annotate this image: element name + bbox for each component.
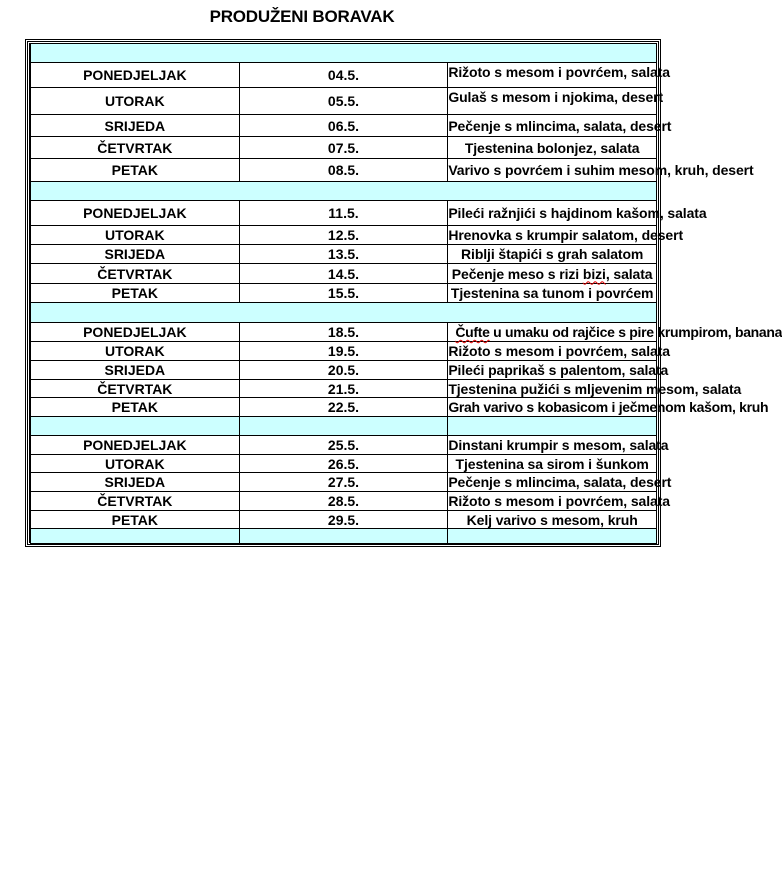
date-cell: 04.5. bbox=[239, 63, 448, 88]
day-cell: ČETVRTAK bbox=[31, 264, 240, 284]
day-cell: UTORAK bbox=[31, 88, 240, 115]
meal-cell: Dinstani krumpir s mesom, salata bbox=[448, 437, 669, 453]
day-cell: UTORAK bbox=[31, 226, 240, 245]
meal-cell bbox=[448, 264, 657, 284]
table-row bbox=[31, 342, 657, 361]
day-cell: PETAK bbox=[31, 511, 240, 529]
table-row bbox=[31, 159, 657, 182]
day-cell: PETAK bbox=[31, 398, 240, 417]
table-row bbox=[31, 284, 657, 303]
table-row bbox=[31, 245, 657, 264]
meal-cell: Kelj varivo s mesom, kruh bbox=[448, 511, 657, 529]
meal-text: u umaku od rajčice s pire krumpirom, banana bbox=[489, 324, 782, 340]
date-cell: 06.5. bbox=[239, 115, 448, 137]
table-row bbox=[31, 115, 657, 137]
table-row bbox=[31, 511, 657, 529]
date-cell: 25.5. bbox=[239, 436, 448, 455]
date-cell: 29.5. bbox=[239, 511, 448, 529]
day-cell: ČETVRTAK bbox=[31, 137, 240, 159]
table-row bbox=[31, 226, 657, 245]
date-cell: 15.5. bbox=[239, 284, 448, 303]
date-cell: 26.5. bbox=[239, 455, 448, 473]
day-cell: ČETVRTAK bbox=[31, 380, 240, 398]
meal-cell: Pileći paprikaš s palentom, salata bbox=[448, 362, 669, 378]
day-cell: PONEDJELJAK bbox=[31, 63, 240, 88]
meal-cell: Varivo s povrćem i suhim mesom, kruh, desert bbox=[448, 159, 657, 182]
date-cell: 05.5. bbox=[239, 88, 448, 115]
meal-cell: Gulaš s mesom i njokima, desert bbox=[448, 88, 657, 115]
separator-row bbox=[31, 44, 657, 63]
menu-table bbox=[30, 43, 782, 544]
table-row bbox=[31, 436, 657, 455]
table-row bbox=[31, 380, 657, 398]
table-row bbox=[31, 201, 657, 226]
day-cell: PETAK bbox=[31, 159, 240, 182]
day-cell: SRIJEDA bbox=[31, 245, 240, 264]
date-cell: 08.5. bbox=[239, 159, 448, 182]
date-cell: 13.5. bbox=[239, 245, 448, 264]
date-cell: 21.5. bbox=[239, 380, 448, 398]
day-cell: UTORAK bbox=[31, 342, 240, 361]
date-cell: 22.5. bbox=[239, 398, 448, 417]
table-row bbox=[31, 398, 657, 417]
meal-cell: Tjestenina pužići s mljevenim mesom, salata bbox=[448, 380, 742, 397]
day-cell: PETAK bbox=[31, 284, 240, 303]
day-cell: PONEDJELJAK bbox=[31, 201, 240, 226]
date-cell: 18.5. bbox=[239, 323, 448, 342]
meal-cell: Pečenje s mlincima, salata, desert bbox=[448, 115, 657, 137]
table-row bbox=[31, 473, 657, 492]
meal-text: , salata bbox=[605, 265, 653, 282]
menu-table-frame bbox=[25, 39, 782, 547]
meal-cell: Pileći ražnjići s hajdinom kašom, salata bbox=[448, 201, 657, 226]
meal-text: Pečenje meso s rizi bbox=[451, 265, 583, 282]
day-cell: ČETVRTAK bbox=[31, 492, 240, 511]
meal-cell: Tjestenina bolonjez, salata bbox=[448, 137, 657, 159]
meal-cell: Tjestenina sa sirom i šunkom bbox=[448, 455, 657, 473]
separator-row bbox=[31, 529, 657, 544]
table-row bbox=[31, 63, 657, 88]
table-row bbox=[31, 361, 657, 380]
table-row bbox=[31, 455, 657, 473]
date-cell: 11.5. bbox=[239, 201, 448, 226]
table-row bbox=[31, 264, 657, 284]
separator-row bbox=[31, 182, 657, 201]
date-cell: 20.5. bbox=[239, 361, 448, 380]
table-row bbox=[31, 88, 657, 115]
meal-cell: Riblji štapići s grah salatom bbox=[448, 245, 657, 264]
meal-cell: Rižoto s mesom i povrćem, salata bbox=[448, 343, 670, 359]
day-cell: SRIJEDA bbox=[31, 115, 240, 137]
day-cell: SRIJEDA bbox=[31, 361, 240, 380]
table-row bbox=[31, 492, 657, 511]
meal-cell: Tjestenina sa tunom i povrćem bbox=[448, 284, 657, 303]
meal-cell bbox=[448, 323, 782, 342]
meal-cell: Hrenovka s krumpir salatom, desert bbox=[448, 227, 684, 243]
date-cell: 27.5. bbox=[239, 473, 448, 492]
table-row bbox=[31, 137, 657, 159]
day-cell: PONEDJELJAK bbox=[31, 436, 240, 455]
date-cell: 14.5. bbox=[239, 264, 448, 284]
spellcheck-flagged-word: Čufte bbox=[455, 324, 490, 340]
page-title: PRODUŽENI BORAVAK bbox=[209, 7, 395, 26]
spellcheck-flagged-word: bizi bbox=[582, 265, 606, 282]
meal-cell: Pečenje s mlincima, salata, desert bbox=[448, 474, 672, 490]
day-cell: PONEDJELJAK bbox=[31, 323, 240, 342]
date-cell: 12.5. bbox=[239, 226, 448, 245]
separator-row bbox=[31, 303, 657, 323]
table-row bbox=[31, 323, 657, 342]
day-cell: UTORAK bbox=[31, 455, 240, 473]
date-cell: 07.5. bbox=[239, 137, 448, 159]
meal-cell: Rižoto s mesom i povrćem, salata bbox=[448, 63, 657, 88]
date-cell: 28.5. bbox=[239, 492, 448, 511]
date-cell: 19.5. bbox=[239, 342, 448, 361]
separator-row bbox=[31, 417, 657, 436]
day-cell: SRIJEDA bbox=[31, 473, 240, 492]
meal-cell: Rižoto s mesom i povrćem, salata bbox=[448, 493, 670, 509]
meal-cell: Grah varivo s kobasicom i ječmenom kašom, kruh bbox=[448, 399, 769, 415]
